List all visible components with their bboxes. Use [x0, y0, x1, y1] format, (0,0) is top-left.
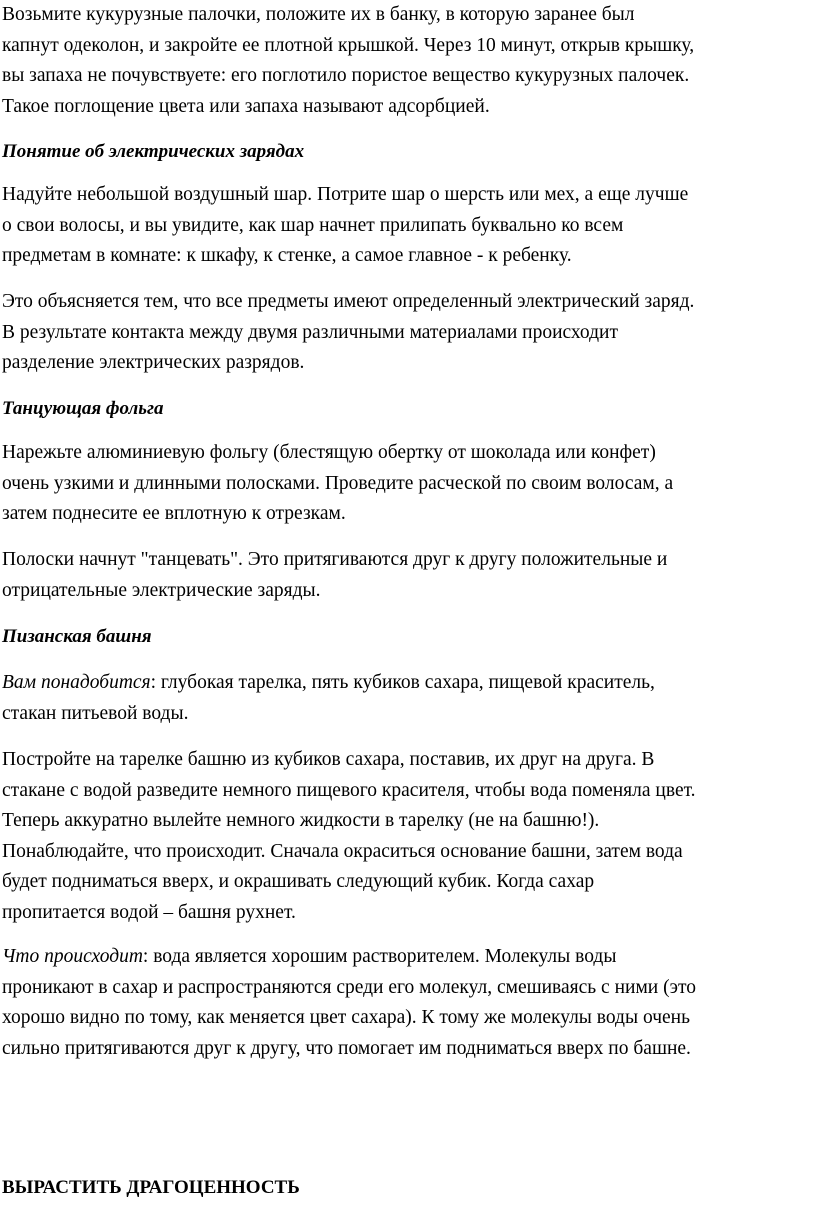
text-line: разделение электрических разрядов. — [2, 352, 305, 373]
text-line: очень узкими и длинными полосками. Проведите расческой по своим волосам, а — [2, 472, 674, 494]
text-line: капнут одеколон, и закройте ее плотной крышкой. Через 10 минут, открыв крышку, — [2, 34, 695, 56]
text-line: проникают в сахар и распространяются среди его молекул, смешиваясь с ними (это — [2, 976, 696, 998]
what-happens-label: Что происходит — [2, 946, 143, 967]
text-line: стакан питьевой воды. — [2, 702, 189, 724]
text-line: Возьмите кукурузные палочки, положите их в банку, в которую заранее был — [2, 4, 635, 25]
text-line: Надуйте небольшой воздушный шар. Потрите шар о шерсть или мех, а еще лучше — [2, 184, 689, 205]
materials-text: : глубокая тарелка, пять кубиков сахара, пищевой краситель, — [150, 672, 655, 693]
text-line: хорошо видно по тому, как меняется цвет сахара). К тому же молекулы воды очень — [2, 1007, 690, 1028]
text-line: вы запаха не почувствуете: его поглотило пористое вещество кукурузных палочек. — [2, 65, 690, 86]
paragraph-foil-dance — [2, 545, 814, 606]
text-line: пропитается водой – башня рухнет. — [2, 901, 296, 923]
what-happens-text: : вода является хорошим растворителем. Молекулы воды — [142, 946, 617, 967]
paragraph-balloon — [2, 180, 814, 272]
heading-pisa-tower: Пизанская башня — [2, 626, 152, 647]
paragraph-adsorption — [2, 0, 814, 122]
text-line: Постройте на тарелке башню из кубиков сахара, поставив, их друг на друга. В — [2, 749, 655, 770]
text-line: Теперь аккуратно вылейте немного жидкости в тарелку (не на башню!). — [2, 810, 600, 831]
paragraph-what-happens — [2, 942, 814, 1064]
paragraph-foil — [2, 438, 814, 530]
paragraph-materials — [2, 668, 814, 729]
text-line: отрицательные электрические заряды. — [2, 579, 321, 601]
text-line: В результате контакта между двумя различными материалами происходит — [2, 321, 618, 343]
text-line: затем поднесите ее вплотную к отрезкам. — [2, 503, 346, 524]
text-line — [2, 668, 814, 699]
text-line: сильно притягиваются друг к другу, что помогает им подниматься вверх по башне. — [2, 1037, 691, 1059]
text-line: Такое поглощение цвета или запаха называют адсорбцией. — [2, 95, 490, 117]
paragraph-charge-explanation — [2, 287, 814, 379]
text-line — [2, 942, 814, 973]
text-line: Нарежьте алюминиевую фольгу (блестящую обертку от шоколада или конфет) — [2, 442, 656, 463]
heading-dancing-foil: Танцующая фольга — [2, 398, 164, 419]
text-line: о свои волосы, и вы увидите, как шар начнет прилипать буквально ко всем — [2, 214, 624, 236]
text-line: предметам в комнате: к шкафу, к стенке, а самое главное - к ребенку. — [2, 245, 572, 266]
text-line: будет подниматься вверх, и окрашивать следующий кубик. Когда сахар — [2, 871, 595, 892]
text-line: Полоски начнут "танцевать". Это притягиваются друг к другу положительные и — [2, 549, 668, 570]
paragraph-tower-instructions — [2, 745, 814, 928]
text-line: Понаблюдайте, что происходит. Сначала окраситься основание башни, затем вода — [2, 840, 683, 862]
text-line: Это объясняется тем, что все предметы имеют определенный электрический заряд. — [2, 291, 695, 312]
materials-label: Вам понадобится — [2, 672, 151, 693]
text-line: стакане с водой разведите немного пищевого красителя, чтобы вода поменяла цвет. — [2, 779, 696, 801]
heading-grow-gem: ВЫРАСТИТЬ ДРАГОЦЕННОСТЬ — [2, 1177, 300, 1198]
heading-electric-charges: Понятие об электрических зарядах — [2, 141, 305, 162]
